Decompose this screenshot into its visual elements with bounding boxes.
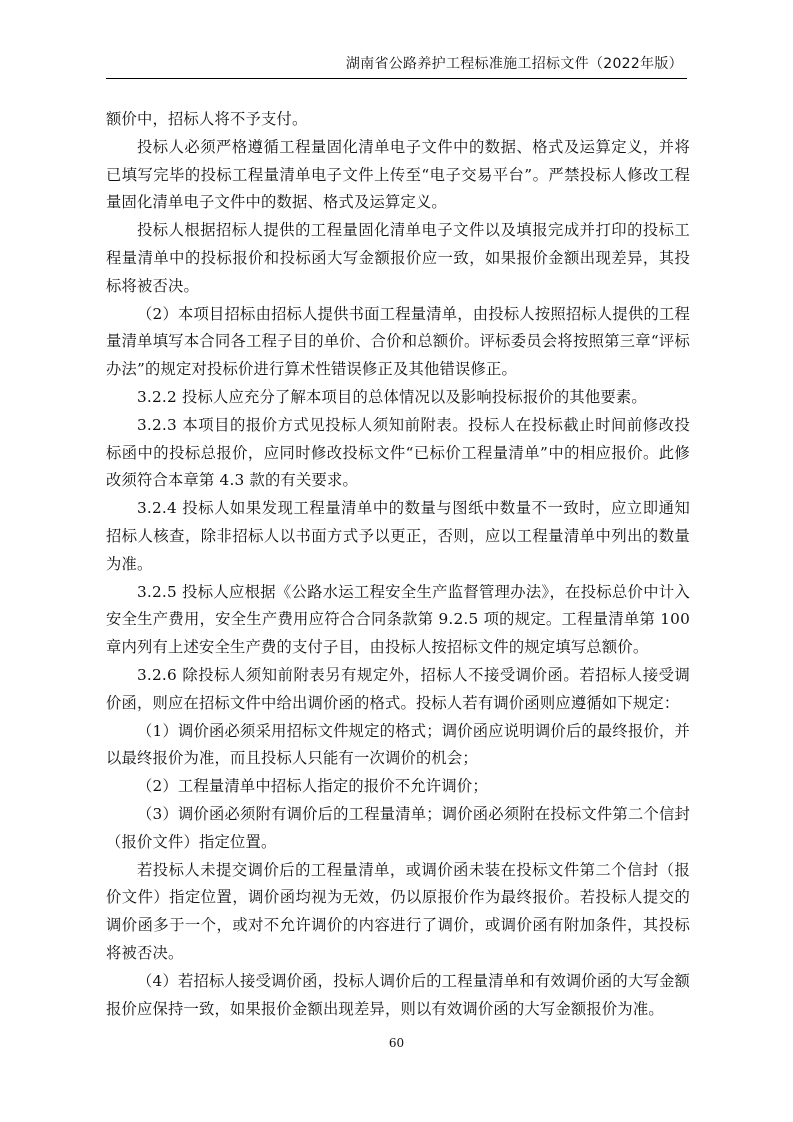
clause-3-2-5: 3.2.5 投标人应根据《公路水运工程安全生产监督管理办法》，在投标总价中计入安全生产费用，安全生产费用应符合合同条款第 9.2.5 项的规定。工程量清单第 100 章内列有上述安全生产费的支付子目，由投标人按招标文件的规定填写总额价。 <box>106 582 690 657</box>
rule-item-2: （2）工程量清单中招标人指定的报价不允许调价； <box>137 777 488 796</box>
body-text <box>106 106 690 1023</box>
paragraph-1: 投标人必须严格遵循工程量固化清单电子文件中的数据、格式及运算定义，并将已填写完毕的投标工程量清单电子文件上传至“电子交易平台”。严禁投标人修改工程量固化清单电子文件中的数据、格式及运算定义。 <box>106 137 690 212</box>
clause-3-2-2: 3.2.2 投标人应充分了解本项目的总体情况以及影响投标报价的其他要素。 <box>137 387 647 406</box>
clause-3-2-6: 3.2.6 除投标人须知前附表另有规定外，招标人不接受调价函。若招标人接受调价函，则应在招标文件中给出调价函的格式。投标人若有调价函则应遵循如下规定： <box>106 665 690 712</box>
rule-item-1: （1）调价函必须采用招标文件规定的格式；调价函应说明调价后的最终报价，并以最终报价为准，而且投标人只能有一次调价的机会； <box>106 721 690 768</box>
paragraph-12: 若投标人未提交调价后的工程量清单，或调价函未装在投标文件第二个信封（报价文件）指定位置，调价函均视为无效，仍以原报价作为最终报价。若投标人提交的调价函多于一个，或对不允许调价的内容进行了调价，或调价函有附加条件，其投标将被否决。 <box>106 860 690 962</box>
clause-3-2-4: 3.2.4 投标人如果发现工程量清单中的数量与图纸中数量不一致时，应立即通知招标人核查，除非招标人以书面方式予以更正，否则，应以工程量清单中列出的数量为准。 <box>106 499 690 573</box>
rule-item-4: （4）若招标人接受调价函，投标人调价后的工程量清单和有效调价函的大写金额报价应保持一致，如果报价金额出现差异，则以有效调价函的大写金额报价为准。 <box>106 971 690 1018</box>
paragraph-2: 投标人根据招标人提供的工程量固化清单电子文件以及填报完成并打印的投标工程量清单中的投标报价和投标函大写金额报价应一致，如果报价金额出现差异，其投标将被否决。 <box>106 221 690 295</box>
document-title: 湖南省公路养护工程标准施工招标文件（2022年版） <box>345 56 683 72</box>
paragraph-3: （2）本项目招标由招标人提供书面工程量清单，由投标人按照招标人提供的工程量清单填写本合同各工程子目的单价、合价和总额价。评标委员会将按照第三章“评标办法”的规定对投标价进行算术性错误修正及其他错误修正。 <box>106 304 690 379</box>
paragraph-0: 额价中，招标人将不予支付。 <box>106 110 308 128</box>
clause-3-2-3: 3.2.3 本项目的报价方式见投标人须知前附表。投标人在投标截止时间前修改投标函中的投标总报价，应同时修改投标文件“已标价工程量清单”中的相应报价。此修改须符合本章第 4.3 款的有关要求。 <box>106 415 690 490</box>
rule-item-3: （3）调价函必须附有调价后的工程量清单；调价函必须附在投标文件第二个信封（报价文件）指定位置。 <box>106 804 690 851</box>
page-header <box>106 48 687 79</box>
page-number: 60 <box>388 1036 405 1050</box>
